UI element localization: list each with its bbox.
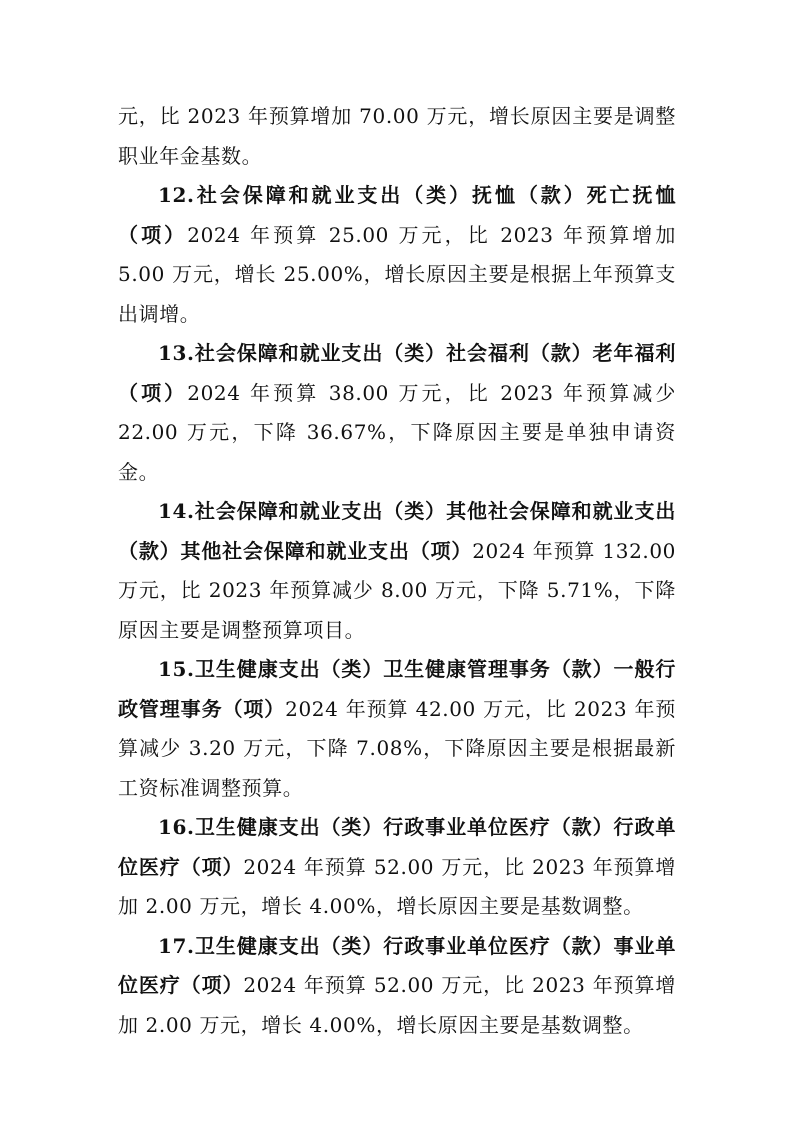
paragraph-item-17 [118,927,676,1046]
paragraph-body: 元，比 2023 年预算增加 70.00 万元，增长原因主要是调整职业年金基数。 [118,104,676,168]
paragraph-heading: 16.卫生健康支出（类）行政事业单位医疗（款）行政单位医疗（项） [118,815,676,879]
paragraph-body: 2024 年预算 52.00 万元，比 2023 年预算增加 2.00 万元，增长 4.00%，增长原因主要是基数调整。 [118,973,676,1037]
paragraph-body: 2024 年预算 25.00 万元，比 2023 年预算增加 5.00 万元，增长 25.00%，增长原因主要是根据上年预算支出调增。 [118,222,676,326]
paragraph-heading: 13.社会保障和就业支出（类）社会福利（款）老年福利（项） [118,341,676,405]
paragraph-body: 2024 年预算 38.00 万元，比 2023 年预算减少 22.00 万元，下降 36.67%，下降原因主要是单独申请资金。 [118,380,676,484]
paragraph-item-13 [118,334,676,492]
paragraph-heading: 15.卫生健康支出（类）卫生健康管理事务（款）一般行政管理事务（项） [118,657,676,721]
paragraph-item-12 [118,176,676,334]
paragraph-item-14 [118,492,676,650]
paragraph-body: 2024 年预算 132.00 万元，比 2023 年预算减少 8.00 万元，下降 5.71%，下降原因主要是调整预算项目。 [118,538,677,642]
paragraph-heading: 14.社会保障和就业支出（类）其他社会保障和就业支出（款）其他社会保障和就业支出（项） [118,499,676,563]
paragraph-heading: 17.卫生健康支出（类）行政事业单位医疗（款）事业单位医疗（项） [118,933,676,997]
paragraph-body: 2024 年预算 42.00 万元，比 2023 年预算减少 3.20 万元，下降 7.08%，下降原因主要是根据最新工资标准调整预算。 [118,696,676,800]
paragraph-item-15 [118,650,676,808]
document-body [118,97,676,1045]
paragraph-continuation [118,97,676,176]
paragraph-body: 2024 年预算 52.00 万元，比 2023 年预算增加 2.00 万元，增长 4.00%，增长原因主要是基数调整。 [118,854,676,918]
paragraph-item-16 [118,808,676,927]
paragraph-heading: 12.社会保障和就业支出（类）抚恤（款）死亡抚恤（项） [118,183,676,247]
